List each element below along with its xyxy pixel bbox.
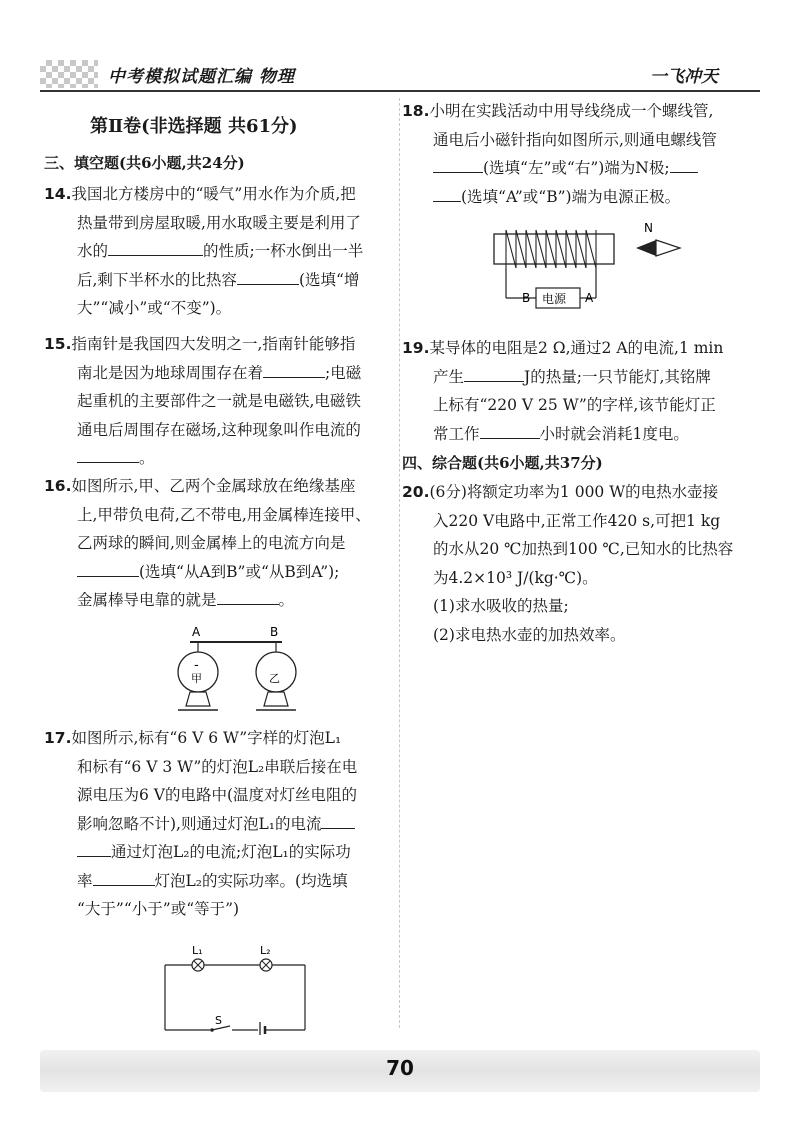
q14-line3b: 的性质;一杯水倒出一半 xyxy=(203,242,364,260)
brand-logo-text: 一飞冲天 xyxy=(650,67,718,87)
q18-solenoid-figure xyxy=(488,220,688,320)
ball-jia-label: 甲 xyxy=(191,672,202,685)
q19-line4b: 小时就会消耗1度电。 xyxy=(539,424,689,443)
header-rule xyxy=(40,90,760,92)
q18-line4: (选填“A”或“B”)端为电源正极。 xyxy=(461,187,681,206)
q19-line2b: J的热量;一只节能灯,其铭牌 xyxy=(524,367,711,386)
power-source-label: 电源 xyxy=(542,292,567,306)
q20-line3: 的水从20 ℃加热到100 ℃,已知水的比热容 xyxy=(433,540,734,558)
question-15 xyxy=(44,330,394,473)
switch-label: S xyxy=(215,1014,222,1027)
q15-blank1[interactable] xyxy=(263,361,325,378)
q16-line5a: 金属棒导电靠的就是 xyxy=(77,591,217,609)
q20-line1: (6分)将额定功率为1 000 W的电热水壶接 xyxy=(429,483,719,501)
question-18 xyxy=(402,97,764,211)
question-20 xyxy=(402,478,764,649)
q14-line2: 热量带到房屋取暖,用水取暖主要是利用了 xyxy=(77,213,361,232)
q15-line3: 起重机的主要部件之一就是电磁铁,电磁铁 xyxy=(77,392,361,410)
q16-blank1[interactable] xyxy=(77,560,139,577)
ball-yi-label: 乙 xyxy=(269,672,280,685)
column-divider xyxy=(399,98,400,1028)
q15-blank2[interactable] xyxy=(77,446,139,463)
ball-jia-sign: - xyxy=(194,658,199,673)
q17-line4: 影响忽略不计),则通过灯泡L₁的电流 xyxy=(77,814,322,833)
q18-line3: (选填“左”或“右”)端为N极; xyxy=(483,159,670,177)
q17-line6b: 灯泡L₂的实际功率。(均选填 xyxy=(154,871,348,890)
q16-line4: (选填“从A到B”或“从B到A”); xyxy=(139,562,340,581)
q15-number: 15. xyxy=(44,335,72,353)
q17-number: 17. xyxy=(44,729,72,747)
q19-line2a: 产生 xyxy=(433,367,465,386)
volume-title: 第Ⅱ卷(非选择题 共61分) xyxy=(90,116,298,137)
q14-line4b: (选填“增 xyxy=(298,270,360,289)
q19-line3: 上标有“220 V 25 W”的字样,该节能灯正 xyxy=(433,396,716,414)
q16-number: 16. xyxy=(44,477,72,495)
lamp1-label: L₁ xyxy=(192,944,203,957)
q18-number: 18. xyxy=(402,102,430,120)
q16-line5b: 。 xyxy=(278,591,295,609)
question-14 xyxy=(44,180,394,323)
q18-line1: 小明在实践活动中用导线绕成一个螺线管, xyxy=(429,102,714,120)
q20-line2: 入220 V电路中,正常工作420 s,可把1 kg xyxy=(433,511,721,530)
q17-line3: 源电压为6 V的电路中(温度对灯丝电阻的 xyxy=(77,786,358,804)
q20-line4: 为4.2×10³ J/(kg·℃)。 xyxy=(433,568,598,587)
q18-line2: 通电后小磁针指向如图所示,则通电螺线管 xyxy=(433,130,717,149)
part3-title: 三、填空题(共6小题,共24分) xyxy=(44,154,245,172)
q15-line4: 通电后周围存在磁场,这种现象叫作电流的 xyxy=(77,420,361,439)
q19-blank2[interactable] xyxy=(480,422,540,439)
q16-blank2[interactable] xyxy=(217,588,279,605)
compass-needle-north xyxy=(636,240,656,256)
compass-needle-south xyxy=(656,240,680,256)
q17-blank1b[interactable] xyxy=(77,840,111,857)
q16-label-a: A xyxy=(192,625,201,639)
q14-line4a: 后,剩下半杯水的比热容 xyxy=(77,270,237,289)
q15-line2a: 南北是因为地球周围存在着 xyxy=(77,363,264,382)
question-19 xyxy=(402,334,764,448)
header-decoration xyxy=(40,60,98,88)
q17-circuit xyxy=(160,940,310,1035)
q20-sub2: (2)求电热水壶的加热效率。 xyxy=(433,625,626,644)
q17-line2: 和标有“6 V 3 W”的灯泡L₂串联后接在电 xyxy=(77,757,358,776)
q19-line1: 某导体的电阻是2 Ω,通过2 A的电流,1 min xyxy=(429,339,724,357)
q17-blank2[interactable] xyxy=(93,869,155,886)
q17-line1: 如图所示,标有“6 V 6 W”字样的灯泡L₁ xyxy=(71,729,342,747)
lamp2-label: L₂ xyxy=(260,944,271,957)
q18-blank2a[interactable] xyxy=(670,156,698,173)
q18-blank1[interactable] xyxy=(433,156,483,173)
q14-number: 14. xyxy=(44,185,72,203)
q19-blank1[interactable] xyxy=(464,365,524,382)
q14-line1: 我国北方楼房中的“暖气”用水作为介质,把 xyxy=(71,185,356,203)
q17-blank1a[interactable] xyxy=(321,812,355,829)
q14-blank1[interactable] xyxy=(108,239,203,256)
q20-sub1: (1)求水吸收的热量; xyxy=(433,597,569,615)
q15-line2b: ;电磁 xyxy=(325,363,362,382)
q16-figure xyxy=(170,622,320,714)
page-number: 70 xyxy=(386,1056,414,1080)
q18-blank2b[interactable] xyxy=(433,185,461,202)
q17-line7: “大于”“小于”或“等于”) xyxy=(77,900,240,918)
q17-line6a: 率 xyxy=(77,871,93,890)
q15-line5: 。 xyxy=(139,449,155,467)
end-a-label: A xyxy=(585,291,594,305)
q17-line5: 通过灯泡L₂的电流;灯泡L₁的实际功 xyxy=(111,843,351,861)
q14-line5: 大”“减小”或“不变”)。 xyxy=(77,299,232,317)
question-16 xyxy=(44,472,394,615)
q16-line3: 乙两球的瞬间,则金属棒上的电流方向是 xyxy=(77,534,346,552)
q16-label-b: B xyxy=(270,625,279,639)
q20-number: 20. xyxy=(402,483,430,501)
end-b-label: B xyxy=(522,291,531,305)
q14-blank2[interactable] xyxy=(237,268,299,285)
part4-title: 四、综合题(共6小题,共37分) xyxy=(402,454,603,472)
book-title: 中考模拟试题汇编 物理 xyxy=(108,67,295,87)
q15-line1: 指南针是我国四大发明之一,指南针能够指 xyxy=(71,335,356,353)
q19-line4a: 常工作 xyxy=(433,424,480,443)
q14-line3a: 水的 xyxy=(77,242,109,260)
compass-north-label: N xyxy=(644,221,653,235)
q19-number: 19. xyxy=(402,339,430,357)
q16-line2: 上,甲带负电荷,乙不带电,用金属棒连接甲、 xyxy=(77,505,371,524)
question-17 xyxy=(44,724,396,924)
q16-line1: 如图所示,甲、乙两个金属球放在绝缘基座 xyxy=(71,477,356,495)
